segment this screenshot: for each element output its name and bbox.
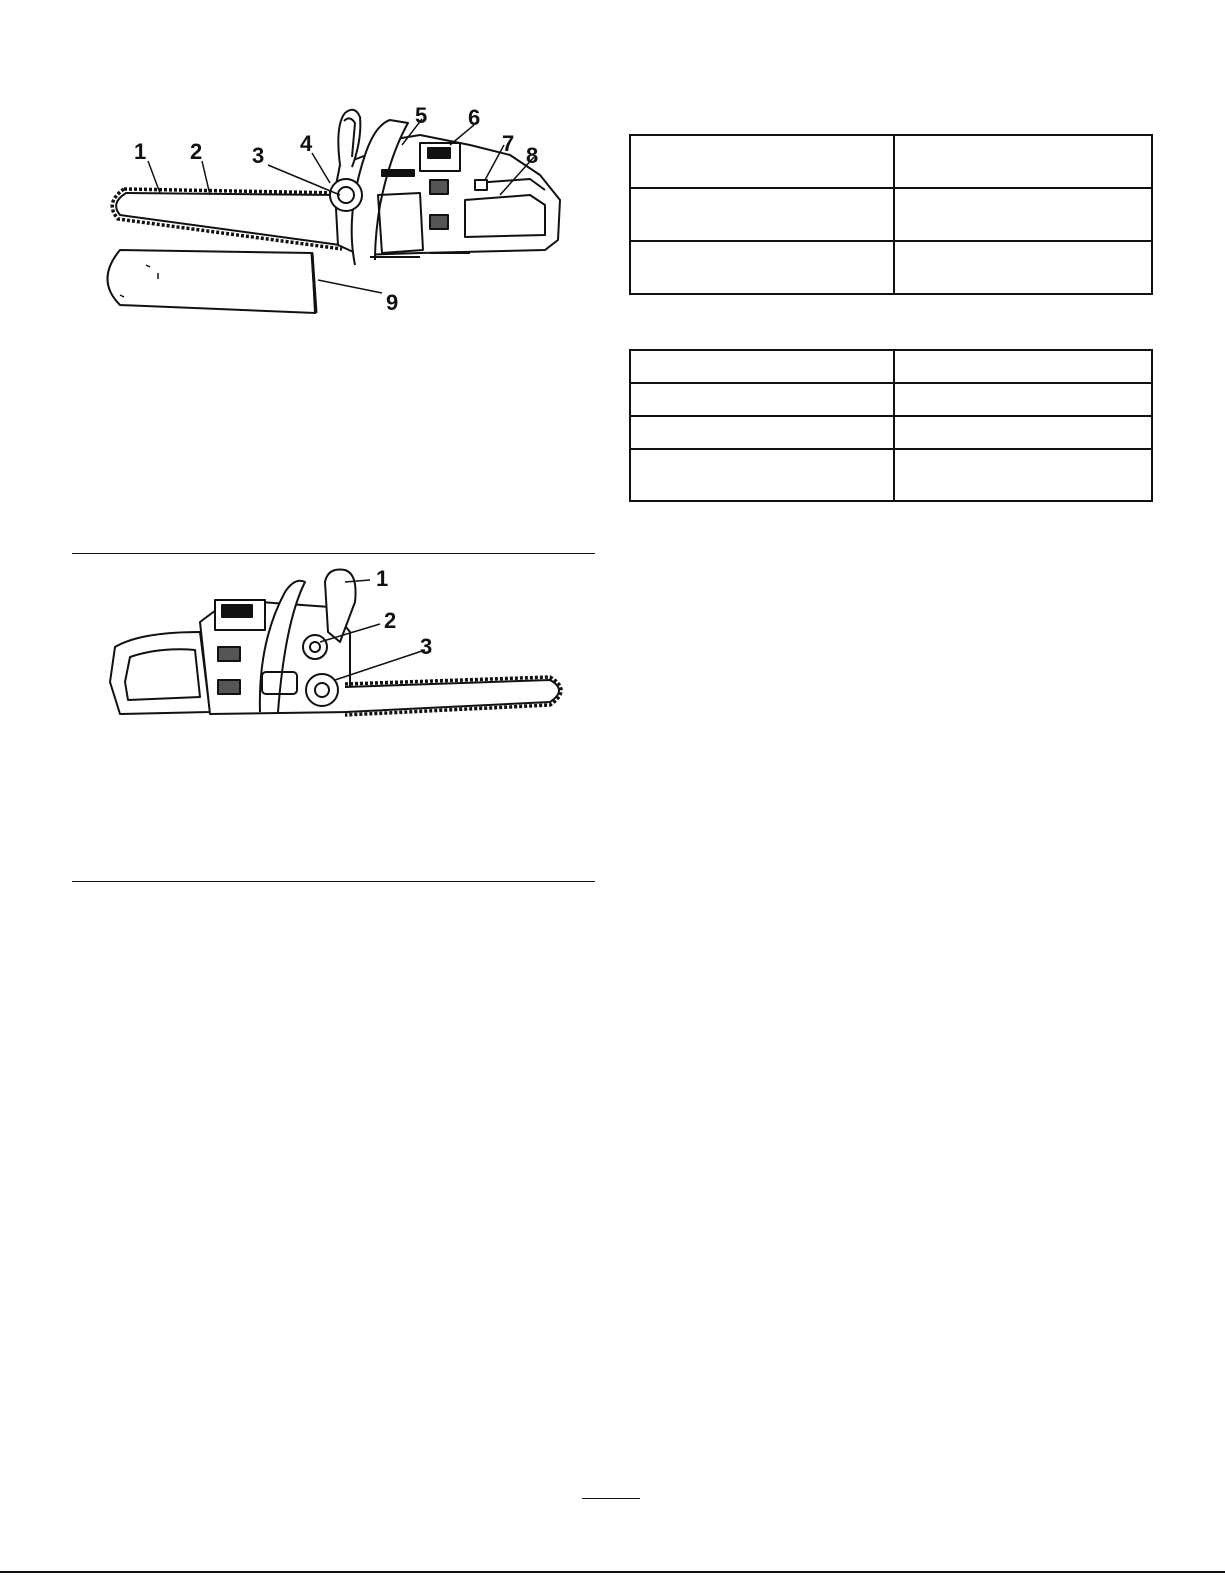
fig2-callout-2: 2 bbox=[384, 608, 397, 633]
table-cell bbox=[630, 135, 894, 188]
table-row bbox=[630, 135, 1152, 188]
chainsaw-illustration bbox=[90, 95, 590, 325]
callout-9: 9 bbox=[386, 290, 399, 315]
callout-8: 8 bbox=[526, 143, 539, 168]
chainsaw-illustration-2 bbox=[100, 562, 570, 732]
figure-chainsaw-controls bbox=[100, 562, 570, 732]
table-row bbox=[630, 188, 1152, 241]
section-divider bbox=[72, 553, 595, 554]
table-row bbox=[630, 350, 1152, 383]
table-cell bbox=[630, 188, 894, 241]
table-cell bbox=[894, 188, 1152, 241]
figure-chainsaw-parts bbox=[90, 95, 590, 325]
callout-4: 4 bbox=[300, 131, 313, 156]
fig2-callout-1: 1 bbox=[376, 566, 389, 591]
callout-6: 6 bbox=[468, 105, 481, 130]
table-cell bbox=[894, 350, 1152, 383]
table-row bbox=[630, 449, 1152, 501]
table-cell bbox=[894, 449, 1152, 501]
table-row bbox=[630, 383, 1152, 416]
table-row bbox=[630, 416, 1152, 449]
table-cell bbox=[630, 383, 894, 416]
callout-2: 2 bbox=[190, 139, 203, 164]
table-cell bbox=[630, 241, 894, 294]
callout-3: 3 bbox=[252, 143, 265, 168]
table-cell bbox=[894, 383, 1152, 416]
section-divider-2 bbox=[72, 881, 595, 882]
table-cell bbox=[894, 241, 1152, 294]
callout-1: 1 bbox=[134, 139, 147, 164]
spec-table-1 bbox=[629, 134, 1153, 295]
callout-7: 7 bbox=[502, 131, 515, 156]
fig2-callout-3: 3 bbox=[420, 634, 433, 659]
footer-rule bbox=[0, 1571, 1225, 1573]
page-number-underline bbox=[582, 1498, 640, 1499]
table-cell bbox=[630, 449, 894, 501]
table-cell bbox=[630, 416, 894, 449]
spec-table-2 bbox=[629, 349, 1153, 502]
table-cell bbox=[630, 350, 894, 383]
table-cell bbox=[894, 416, 1152, 449]
table-row bbox=[630, 241, 1152, 294]
callout-5: 5 bbox=[415, 103, 428, 128]
table-cell bbox=[894, 135, 1152, 188]
